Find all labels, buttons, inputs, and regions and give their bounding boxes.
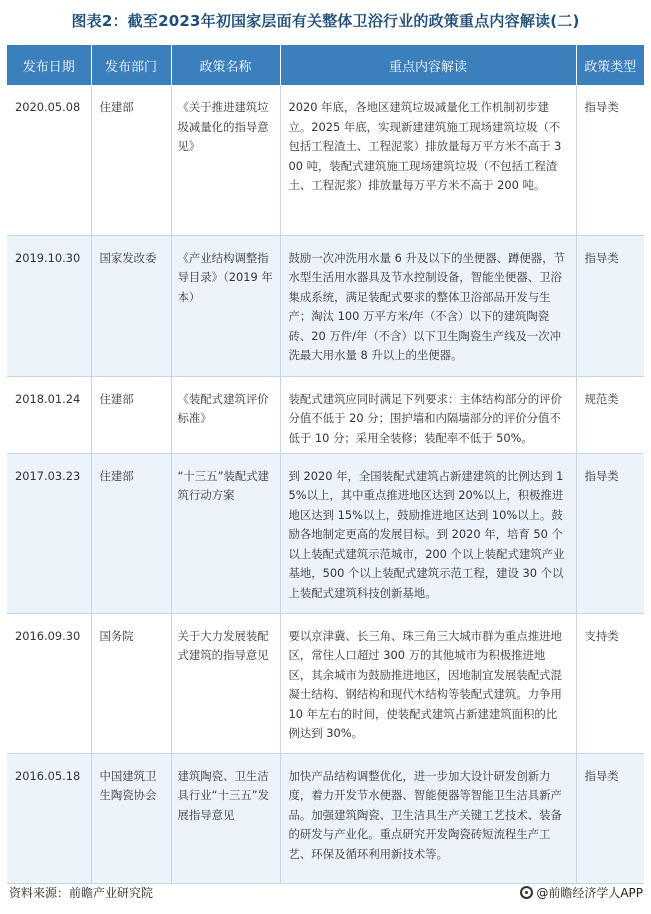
cell-content: 加快产品结构调整优化，进一步加大设计研发创新力度，着力开发节水便器、智能便器等智能卫生洁具新产品。加强建筑陶瓷、卫生洁具生产关键工艺技术、装备的研发与产业化。重点研究开发陶瓷砖短流程生产工艺、环保及循环利用新技术等。	[280, 753, 576, 883]
cell-type: 规范类	[576, 376, 644, 453]
cell-policy-name: 《产业结构调整指导目录》（2019 年本）	[171, 235, 280, 376]
cell-dept: 住建部	[91, 376, 171, 453]
table-header-row	[7, 45, 644, 85]
cell-policy-name: “十三五”装配式建筑行动方案	[171, 453, 280, 613]
table-row	[7, 85, 644, 235]
table-row	[7, 235, 644, 376]
cell-dept: 中国建筑卫生陶瓷协会	[91, 753, 171, 883]
table-row	[7, 376, 644, 453]
cell-content: 鼓励一次冲洗用水量 6 升及以下的坐便器、蹲便器，节水型生活用水器具及节水控制设备，智能坐便器、卫浴集成系统，满足装配式要求的整体卫浴部品开发与生产；淘汰 100 万平方米/年（不含）以下的建筑陶瓷砖、20 万件/年（不含）以下卫生陶瓷生产线及一次冲洗最大用水量 8 升以上的坐便器。	[280, 235, 576, 376]
cell-content: 到 2020 年，全国装配式建筑占新建建筑的比例达到 15%以上，其中重点推进地区达到 20%以上，积极推进地区达到 15%以上，鼓励推进地区达到 10%以上。鼓励各地制定更高的发展目标。到 2020 年，培育 50 个以上装配式建筑示范城市，200 个以上装配式建筑产业基地，500 个以上装配式建筑示范工程，建设 30 个以上装配式建筑科技创新基地。	[280, 453, 576, 613]
header-type: 政策类型	[576, 45, 644, 85]
table-row	[7, 613, 644, 753]
brand-credit	[520, 884, 643, 901]
brand-label: @前瞻经济学人APP	[536, 886, 643, 900]
cell-date: 2017.03.23	[7, 453, 91, 613]
header-name: 政策名称	[171, 45, 280, 85]
cell-date: 2019.10.30	[7, 235, 91, 376]
cell-dept: 住建部	[91, 85, 171, 235]
cell-dept: 国务院	[91, 613, 171, 753]
cell-policy-name: 《装配式建筑评价标准》	[171, 376, 280, 453]
cell-type: 指导类	[576, 753, 644, 883]
header-content: 重点内容解读	[280, 45, 576, 85]
cell-content: 2020 年底，各地区建筑垃圾减量化工作机制初步建立。2025 年底，实现新建建筑施工现场建筑垃圾（不包括工程渣土、工程泥浆）排放量每万平方米不高于 300 吨，装配式建筑施工现场建筑垃圾（不包括工程渣土、工程泥浆）排放量每万平方米不高于 200 吨。	[280, 85, 576, 235]
cell-policy-name: 建筑陶瓷、卫生洁具行业“十三五”发展指导意见	[171, 753, 280, 883]
table-row	[7, 453, 644, 613]
cell-policy-name: 关于大力发展装配式建筑的指导意见	[171, 613, 280, 753]
header-dept: 发布部门	[91, 45, 171, 85]
cell-dept: 国家发改委	[91, 235, 171, 376]
cell-type: 指导类	[576, 453, 644, 613]
cell-content: 要以京津冀、长三角、珠三角三大城市群为重点推进地区，常住人口超过 300 万的其他城市为积极推进地区，其余城市为鼓励推进地区，因地制宜发展装配式混凝土结构、钢结构和现代木结构等装配式建筑。力争用 10 年左右的时间，使装配式建筑占新建建筑面积的比例达到 30%。	[280, 613, 576, 753]
cell-policy-name: 《关于推进建筑垃圾减量化的指导意见》	[171, 85, 280, 235]
cell-type: 指导类	[576, 235, 644, 376]
qianzhan-logo-icon	[520, 886, 533, 899]
page-title: 图表2：截至2023年初国家层面有关整体卫浴行业的政策重点内容解读(二)	[71, 12, 580, 30]
cell-dept: 住建部	[91, 453, 171, 613]
source-note: 资料来源：前瞻产业研究院	[9, 886, 154, 900]
cell-date: 2016.05.18	[7, 753, 91, 883]
cell-type: 支持类	[576, 613, 644, 753]
policy-table	[7, 45, 644, 884]
table-row	[7, 753, 644, 883]
cell-date: 2020.05.08	[7, 85, 91, 235]
cell-date: 2016.09.30	[7, 613, 91, 753]
cell-type: 指导类	[576, 85, 644, 235]
cell-content: 装配式建筑应同时满足下列要求：主体结构部分的评价分值不低于 20 分；围护墙和内隔墙部分的评价分值不低于 10 分；采用全装修；装配率不低于 50%。	[280, 376, 576, 453]
cell-date: 2018.01.24	[7, 376, 91, 453]
header-date: 发布日期	[7, 45, 91, 85]
